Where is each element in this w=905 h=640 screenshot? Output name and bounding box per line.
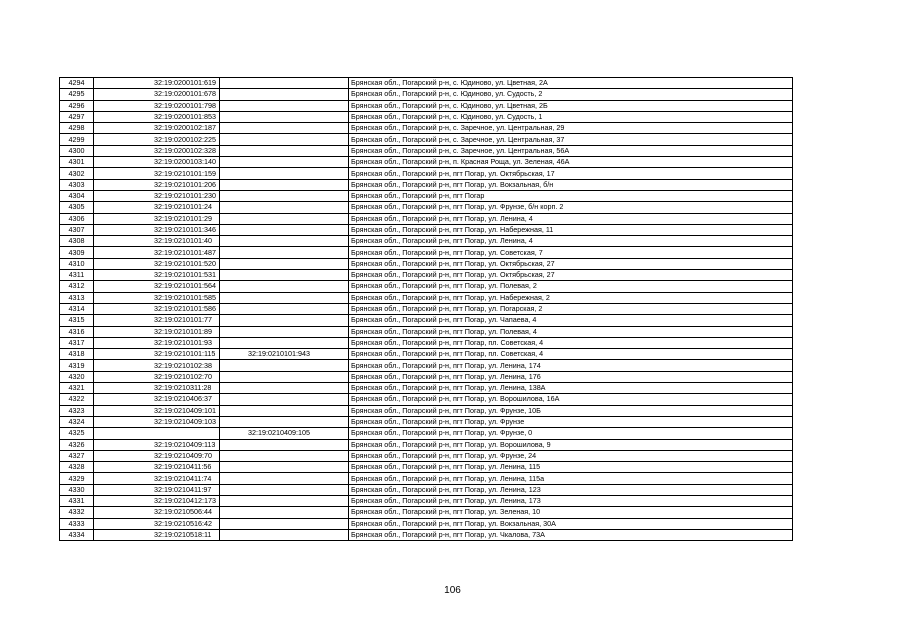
- table-row: [60, 529, 793, 540]
- row-number-cell: 4327: [60, 450, 94, 461]
- cadastral-number-cell: 32:19:0210101:77: [94, 315, 220, 326]
- cadastral-number-cell: 32:19:0210406:37: [94, 394, 220, 405]
- cadastral-number-cell: 32:19:0200102:328: [94, 145, 220, 156]
- address-cell: Брянская обл., Погарский р-н, пгт Погар, ул. Фрунзе: [349, 416, 793, 427]
- cadastral-number-cell: 32:19:0210101:564: [94, 281, 220, 292]
- address-cell: Брянская обл., Погарский р-н, пгт Погар, ул. Полевая, 4: [349, 326, 793, 337]
- address-cell: Брянская обл., Погарский р-н, пгт Погар, ул. Ворошилова, 9: [349, 439, 793, 450]
- related-cadastral-number-cell: [220, 495, 349, 506]
- related-cadastral-number-cell: [220, 416, 349, 427]
- address-cell: Брянская обл., Погарский р-н, пгт Погар, ул. Фрунзе, б/н корп. 2: [349, 202, 793, 213]
- cadastral-number-cell: 32:19:0200101:619: [94, 78, 220, 89]
- address-cell: Брянская обл., Погарский р-н, пгт Погар, ул. Октябрьская, 27: [349, 258, 793, 269]
- table-row: [60, 258, 793, 269]
- table-row: [60, 168, 793, 179]
- cadastral-number-cell: 32:19:0210102:70: [94, 371, 220, 382]
- cadastral-number-cell: 32:19:0210101:586: [94, 303, 220, 314]
- cadastral-number-cell: 32:19:0200101:678: [94, 89, 220, 100]
- table-row: [60, 416, 793, 427]
- row-number-cell: 4308: [60, 236, 94, 247]
- related-cadastral-number-cell: [220, 258, 349, 269]
- table-row: [60, 281, 793, 292]
- row-number-cell: 4319: [60, 360, 94, 371]
- table-row: [60, 360, 793, 371]
- table-row: [60, 371, 793, 382]
- cadastral-number-cell: 32:19:0200101:798: [94, 100, 220, 111]
- row-number-cell: 4321: [60, 383, 94, 394]
- address-cell: Брянская обл., Погарский р-н, пгт Погар, ул. Полевая, 2: [349, 281, 793, 292]
- table-row: [60, 394, 793, 405]
- row-number-cell: 4295: [60, 89, 94, 100]
- address-cell: Брянская обл., Погарский р-н, с. Юдиново, ул. Судость, 2: [349, 89, 793, 100]
- address-cell: Брянская обл., Погарский р-н, пгт Погар, ул. Ворошилова, 16А: [349, 394, 793, 405]
- row-number-cell: 4332: [60, 507, 94, 518]
- row-number-cell: 4320: [60, 371, 94, 382]
- related-cadastral-number-cell: [220, 473, 349, 484]
- row-number-cell: 4313: [60, 292, 94, 303]
- related-cadastral-number-cell: [220, 89, 349, 100]
- table-row: [60, 213, 793, 224]
- address-cell: Брянская обл., Погарский р-н, с. Юдиново, ул. Цветная, 2Б: [349, 100, 793, 111]
- cadastral-number-cell: [94, 428, 220, 439]
- address-cell: Брянская обл., Погарский р-н, пгт Погар, ул. Ленина, 4: [349, 236, 793, 247]
- related-cadastral-number-cell: [220, 303, 349, 314]
- address-cell: Брянская обл., Погарский р-н, пгт Погар, пл. Советская, 4: [349, 337, 793, 348]
- row-number-cell: 4309: [60, 247, 94, 258]
- related-cadastral-number-cell: [220, 315, 349, 326]
- row-number-cell: 4328: [60, 462, 94, 473]
- cadastral-number-cell: 32:19:0210101:346: [94, 224, 220, 235]
- cadastral-number-cell: 32:19:0210101:206: [94, 179, 220, 190]
- table-row: [60, 462, 793, 473]
- cadastral-number-cell: 32:19:0200102:187: [94, 123, 220, 134]
- address-cell: Брянская обл., Погарский р-н, пгт Погар, пл. Советская, 4: [349, 349, 793, 360]
- cadastral-number-cell: 32:19:0210101:487: [94, 247, 220, 258]
- related-cadastral-number-cell: [220, 450, 349, 461]
- address-cell: Брянская обл., Погарский р-н, пгт Погар, ул. Советская, 7: [349, 247, 793, 258]
- related-cadastral-number-cell: [220, 439, 349, 450]
- table-row: [60, 326, 793, 337]
- related-cadastral-number-cell: [220, 270, 349, 281]
- related-cadastral-number-cell: [220, 281, 349, 292]
- cadastral-number-cell: 32:19:0210101:93: [94, 337, 220, 348]
- cadastral-number-cell: 32:19:0210101:29: [94, 213, 220, 224]
- address-cell: Брянская обл., Погарский р-н, с. Юдиново, ул. Цветная, 2А: [349, 78, 793, 89]
- related-cadastral-number-cell: [220, 484, 349, 495]
- row-number-cell: 4305: [60, 202, 94, 213]
- address-cell: Брянская обл., Погарский р-н, пгт Погар, ул. Фрунзе, 24: [349, 450, 793, 461]
- table-row: [60, 439, 793, 450]
- row-number-cell: 4304: [60, 190, 94, 201]
- registry-table: [59, 77, 793, 541]
- row-number-cell: 4303: [60, 179, 94, 190]
- row-number-cell: 4306: [60, 213, 94, 224]
- related-cadastral-number-cell: [220, 394, 349, 405]
- related-cadastral-number-cell: [220, 360, 349, 371]
- address-cell: Брянская обл., Погарский р-н, пгт Погар, ул. Октябрьская, 27: [349, 270, 793, 281]
- address-cell: Брянская обл., Погарский р-н, пгт Погар, ул. Набережная, 11: [349, 224, 793, 235]
- table-row: [60, 428, 793, 439]
- related-cadastral-number-cell: [220, 190, 349, 201]
- cadastral-number-cell: 32:19:0210311:28: [94, 383, 220, 394]
- related-cadastral-number-cell: [220, 337, 349, 348]
- table-row: [60, 89, 793, 100]
- cadastral-number-cell: 32:19:0210409:70: [94, 450, 220, 461]
- row-number-cell: 4322: [60, 394, 94, 405]
- row-number-cell: 4294: [60, 78, 94, 89]
- table-row: [60, 405, 793, 416]
- table-row: [60, 134, 793, 145]
- table-row: [60, 518, 793, 529]
- cadastral-number-cell: 32:19:0210101:159: [94, 168, 220, 179]
- cadastral-number-cell: 32:19:0210518:11: [94, 529, 220, 540]
- related-cadastral-number-cell: [220, 529, 349, 540]
- row-number-cell: 4298: [60, 123, 94, 134]
- address-cell: Брянская обл., Погарский р-н, пгт Погар, ул. Фрунзе, 0: [349, 428, 793, 439]
- registry-table-body: [60, 78, 793, 541]
- table-row: [60, 337, 793, 348]
- cadastral-number-cell: 32:19:0210506:44: [94, 507, 220, 518]
- table-row: [60, 190, 793, 201]
- address-cell: Брянская обл., Погарский р-н, с. Заречное, ул. Центральная, 56А: [349, 145, 793, 156]
- related-cadastral-number-cell: [220, 100, 349, 111]
- cadastral-number-cell: 32:19:0200103:140: [94, 157, 220, 168]
- row-number-cell: 4316: [60, 326, 94, 337]
- address-cell: Брянская обл., Погарский р-н, пгт Погар, ул. Ленина, 4: [349, 213, 793, 224]
- cadastral-number-cell: 32:19:0200101:853: [94, 111, 220, 122]
- address-cell: Брянская обл., Погарский р-н, пгт Погар, ул. Ленина, 123: [349, 484, 793, 495]
- row-number-cell: 4297: [60, 111, 94, 122]
- cadastral-number-cell: 32:19:0210409:103: [94, 416, 220, 427]
- table-row: [60, 236, 793, 247]
- cadastral-number-cell: 32:19:0210516:42: [94, 518, 220, 529]
- row-number-cell: 4331: [60, 495, 94, 506]
- table-row: [60, 145, 793, 156]
- related-cadastral-number-cell: [220, 157, 349, 168]
- address-cell: Брянская обл., Погарский р-н, пгт Погар, ул. Ленина, 174: [349, 360, 793, 371]
- row-number-cell: 4330: [60, 484, 94, 495]
- table-row: [60, 315, 793, 326]
- row-number-cell: 4314: [60, 303, 94, 314]
- row-number-cell: 4323: [60, 405, 94, 416]
- address-cell: Брянская обл., Погарский р-н, пгт Погар, ул. Погарская, 2: [349, 303, 793, 314]
- cadastral-number-cell: 32:19:0210101:520: [94, 258, 220, 269]
- table-row: [60, 100, 793, 111]
- related-cadastral-number-cell: [220, 518, 349, 529]
- related-cadastral-number-cell: [220, 168, 349, 179]
- cadastral-number-cell: 32:19:0200102:225: [94, 134, 220, 145]
- table-row: [60, 349, 793, 360]
- cadastral-number-cell: 32:19:0210101:24: [94, 202, 220, 213]
- row-number-cell: 4312: [60, 281, 94, 292]
- related-cadastral-number-cell: [220, 123, 349, 134]
- address-cell: Брянская обл., Погарский р-н, пгт Погар, ул. Зеленая, 10: [349, 507, 793, 518]
- address-cell: Брянская обл., Погарский р-н, пгт Погар, ул. Ленина, 173: [349, 495, 793, 506]
- related-cadastral-number-cell: [220, 507, 349, 518]
- address-cell: Брянская обл., Погарский р-н, с. Юдиново, ул. Судость, 1: [349, 111, 793, 122]
- row-number-cell: 4334: [60, 529, 94, 540]
- address-cell: Брянская обл., Погарский р-н, пгт Погар, ул. Чкалова, 73А: [349, 529, 793, 540]
- cadastral-number-cell: 32:19:0210411:56: [94, 462, 220, 473]
- related-cadastral-number-cell: 32:19:0210409:105: [220, 428, 349, 439]
- related-cadastral-number-cell: [220, 179, 349, 190]
- row-number-cell: 4324: [60, 416, 94, 427]
- related-cadastral-number-cell: [220, 326, 349, 337]
- address-cell: Брянская обл., Погарский р-н, пгт Погар, ул. Фрунзе, 10Б: [349, 405, 793, 416]
- address-cell: Брянская обл., Погарский р-н, п. Красная Роща, ул. Зеленая, 46А: [349, 157, 793, 168]
- row-number-cell: 4317: [60, 337, 94, 348]
- cadastral-number-cell: 32:19:0210409:113: [94, 439, 220, 450]
- related-cadastral-number-cell: [220, 383, 349, 394]
- row-number-cell: 4326: [60, 439, 94, 450]
- cadastral-number-cell: 32:19:0210102:38: [94, 360, 220, 371]
- table-row: [60, 224, 793, 235]
- related-cadastral-number-cell: [220, 224, 349, 235]
- address-cell: Брянская обл., Погарский р-н, пгт Погар, ул. Октябрьская, 17: [349, 168, 793, 179]
- address-cell: Брянская обл., Погарский р-н, пгт Погар, ул. Ленина, 115а: [349, 473, 793, 484]
- address-cell: Брянская обл., Погарский р-н, с. Заречное, ул. Центральная, 37: [349, 134, 793, 145]
- row-number-cell: 4310: [60, 258, 94, 269]
- address-cell: Брянская обл., Погарский р-н, пгт Погар, ул. Чапаева, 4: [349, 315, 793, 326]
- table-row: [60, 383, 793, 394]
- cadastral-number-cell: 32:19:0210409:101: [94, 405, 220, 416]
- row-number-cell: 4318: [60, 349, 94, 360]
- table-row: [60, 123, 793, 134]
- table-row: [60, 303, 793, 314]
- related-cadastral-number-cell: [220, 145, 349, 156]
- table-row: [60, 247, 793, 258]
- cadastral-number-cell: 32:19:0210411:74: [94, 473, 220, 484]
- row-number-cell: 4301: [60, 157, 94, 168]
- page-number: 106: [444, 585, 461, 596]
- related-cadastral-number-cell: 32:19:0210101:943: [220, 349, 349, 360]
- cadastral-number-cell: 32:19:0210411:97: [94, 484, 220, 495]
- row-number-cell: 4333: [60, 518, 94, 529]
- table-row: [60, 495, 793, 506]
- related-cadastral-number-cell: [220, 202, 349, 213]
- related-cadastral-number-cell: [220, 78, 349, 89]
- table-row: [60, 292, 793, 303]
- row-number-cell: 4302: [60, 168, 94, 179]
- cadastral-number-cell: 32:19:0210101:89: [94, 326, 220, 337]
- address-cell: Брянская обл., Погарский р-н, пгт Погар, ул. Вокзальная, 30А: [349, 518, 793, 529]
- row-number-cell: 4307: [60, 224, 94, 235]
- related-cadastral-number-cell: [220, 236, 349, 247]
- table-row: [60, 179, 793, 190]
- related-cadastral-number-cell: [220, 247, 349, 258]
- row-number-cell: 4329: [60, 473, 94, 484]
- address-cell: Брянская обл., Погарский р-н, пгт Погар, ул. Набережная, 2: [349, 292, 793, 303]
- table-row: [60, 270, 793, 281]
- row-number-cell: 4299: [60, 134, 94, 145]
- table-row: [60, 473, 793, 484]
- cadastral-number-cell: 32:19:0210101:115: [94, 349, 220, 360]
- table-row: [60, 202, 793, 213]
- address-cell: Брянская обл., Погарский р-н, пгт Погар, ул. Ленина, 115: [349, 462, 793, 473]
- row-number-cell: 4315: [60, 315, 94, 326]
- table-row: [60, 484, 793, 495]
- cadastral-number-cell: 32:19:0210101:230: [94, 190, 220, 201]
- related-cadastral-number-cell: [220, 371, 349, 382]
- row-number-cell: 4300: [60, 145, 94, 156]
- cadastral-number-cell: 32:19:0210101:585: [94, 292, 220, 303]
- address-cell: Брянская обл., Погарский р-н, пгт Погар: [349, 190, 793, 201]
- address-cell: Брянская обл., Погарский р-н, с. Заречное, ул. Центральная, 29: [349, 123, 793, 134]
- address-cell: Брянская обл., Погарский р-н, пгт Погар, ул. Ленина, 176: [349, 371, 793, 382]
- related-cadastral-number-cell: [220, 213, 349, 224]
- table-row: [60, 157, 793, 168]
- row-number-cell: 4296: [60, 100, 94, 111]
- address-cell: Брянская обл., Погарский р-н, пгт Погар, ул. Вокзальная, б/н: [349, 179, 793, 190]
- related-cadastral-number-cell: [220, 292, 349, 303]
- cadastral-number-cell: 32:19:0210101:40: [94, 236, 220, 247]
- cadastral-number-cell: 32:19:0210101:531: [94, 270, 220, 281]
- table-row: [60, 78, 793, 89]
- table-row: [60, 111, 793, 122]
- address-cell: Брянская обл., Погарский р-н, пгт Погар, ул. Ленина, 138А: [349, 383, 793, 394]
- related-cadastral-number-cell: [220, 134, 349, 145]
- row-number-cell: 4311: [60, 270, 94, 281]
- related-cadastral-number-cell: [220, 111, 349, 122]
- row-number-cell: 4325: [60, 428, 94, 439]
- related-cadastral-number-cell: [220, 462, 349, 473]
- cadastral-number-cell: 32:19:0210412:173: [94, 495, 220, 506]
- table-row: [60, 507, 793, 518]
- related-cadastral-number-cell: [220, 405, 349, 416]
- table-row: [60, 450, 793, 461]
